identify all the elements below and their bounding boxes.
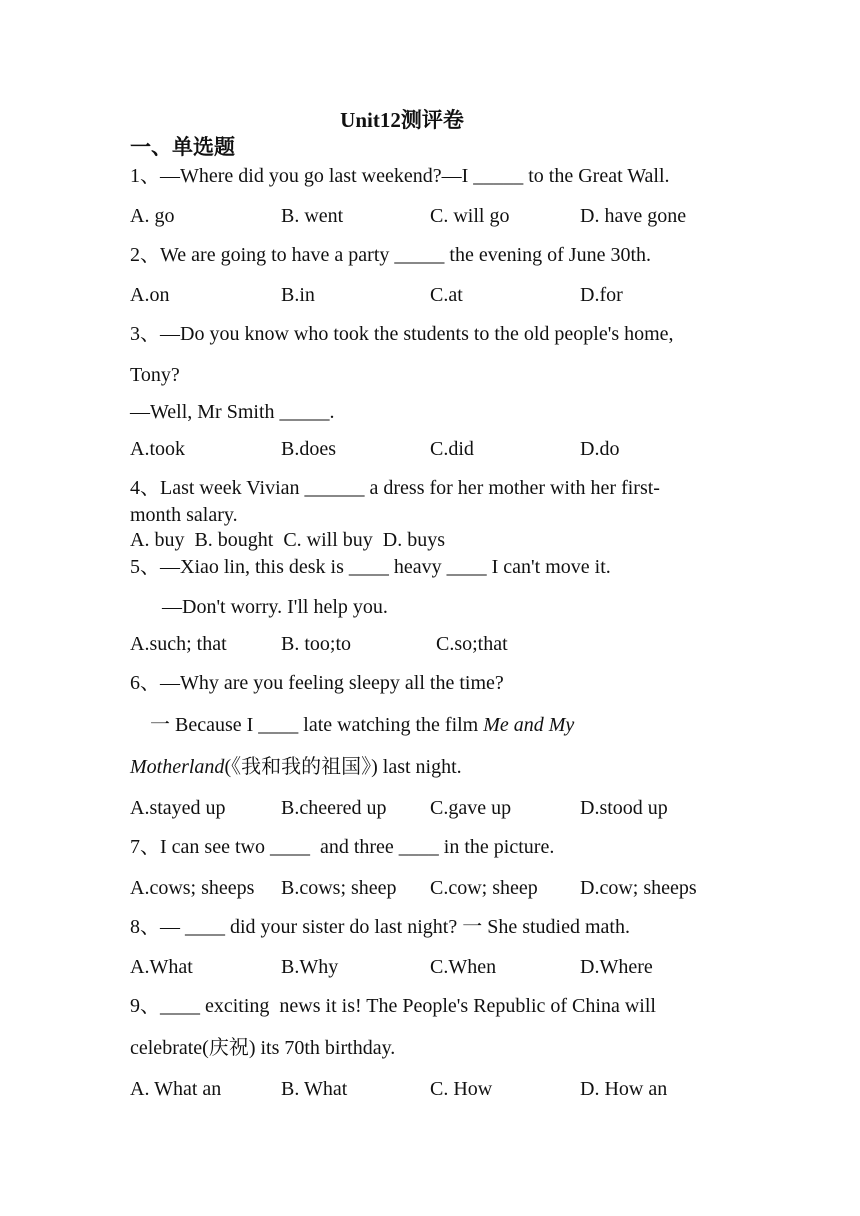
question-9-option-d: D. How an: [580, 1078, 668, 1100]
question-6-option-b: B.cheered up: [281, 797, 387, 819]
question-5-option-c: C.so;that: [436, 633, 508, 655]
question-1-option-c: C. will go: [430, 205, 510, 227]
question-1-option-a: A. go: [130, 205, 175, 227]
question-7-stem: 7、I can see two ____ and three ____ in the picture.: [130, 836, 555, 858]
question-6-reply-line-1: [150, 713, 574, 737]
film-title-part-1: Me and My: [483, 714, 575, 736]
question-3-reply: —Well, Mr Smith _____.: [130, 401, 335, 423]
question-1-stem: 1、—Where did you go last weekend?—I _____ to the Great Wall.: [130, 165, 670, 187]
question-2-option-b: B.in: [281, 284, 315, 306]
question-9-option-c: C. How: [430, 1078, 493, 1100]
question-9-option-a: A. What an: [130, 1078, 222, 1100]
question-2-option-a: A.on: [130, 284, 170, 306]
question-9-option-b: B. What: [281, 1078, 348, 1100]
question-9-stem-line-1: 9、____ exciting news it is! The People's Republic of China will: [130, 995, 656, 1017]
question-8-stem: 8、— ____ did your sister do last night? 一 She studied math.: [130, 916, 630, 938]
question-5-stem: 5、—Xiao lin, this desk is ____ heavy ____ I can't move it.: [130, 556, 611, 578]
question-2-stem: 2、We are going to have a party _____ the evening of June 30th.: [130, 244, 652, 266]
question-1-option-b: B. went: [281, 205, 344, 227]
question-4-stem-line-1: 4、Last week Vivian ______ a dress for her mother with her first-: [130, 477, 660, 499]
section-heading: 一、单选题: [130, 135, 235, 159]
question-9-stem-line-2: celebrate(庆祝) its 70th birthday.: [130, 1037, 396, 1059]
question-7-option-d: D.cow; sheeps: [580, 877, 697, 899]
film-title-part-2: Motherland: [130, 756, 225, 778]
question-3-option-b: B.does: [281, 438, 336, 460]
question-5-option-b: B. too;to: [281, 633, 352, 655]
question-3-stem-line-1: 3、—Do you know who took the students to the old people's home,: [130, 323, 674, 345]
question-8-option-c: C.When: [430, 956, 497, 978]
question-6-option-d: D.stood up: [580, 797, 668, 819]
question-4-options: A. buy B. bought C. will buy D. buys: [130, 529, 446, 551]
page-title: Unit12测评卷: [340, 108, 464, 132]
question-5-reply: —Don't worry. I'll help you.: [162, 596, 388, 618]
question-3-option-d: D.do: [580, 438, 620, 460]
question-8-option-d: D.Where: [580, 956, 653, 978]
question-6-reply-end: (《我和我的祖国》) last night.: [224, 756, 462, 778]
question-6-stem: 6、—Why are you feeling sleepy all the time?: [130, 672, 504, 694]
question-6-option-c: C.gave up: [430, 797, 512, 819]
question-8-option-a: A.What: [130, 956, 193, 978]
question-2-option-c: C.at: [430, 284, 463, 306]
question-2-option-d: D.for: [580, 284, 623, 306]
question-3-option-c: C.did: [430, 438, 474, 460]
question-8-option-b: B.Why: [281, 956, 339, 978]
question-7-option-c: C.cow; sheep: [430, 877, 538, 899]
question-1-option-d: D. have gone: [580, 205, 687, 227]
question-6-reply-text: 一 Because I ____ late watching the film: [150, 714, 484, 736]
question-3-option-a: A.took: [130, 438, 185, 460]
question-6-reply-line-2: [130, 755, 462, 779]
question-7-option-a: A.cows; sheeps: [130, 877, 255, 899]
question-3-stem-line-2: Tony?: [130, 364, 180, 386]
question-7-option-b: B.cows; sheep: [281, 877, 397, 899]
question-4-stem-line-2: month salary.: [130, 504, 238, 526]
question-6-option-a: A.stayed up: [130, 797, 226, 819]
question-5-option-a: A.such; that: [130, 633, 227, 655]
